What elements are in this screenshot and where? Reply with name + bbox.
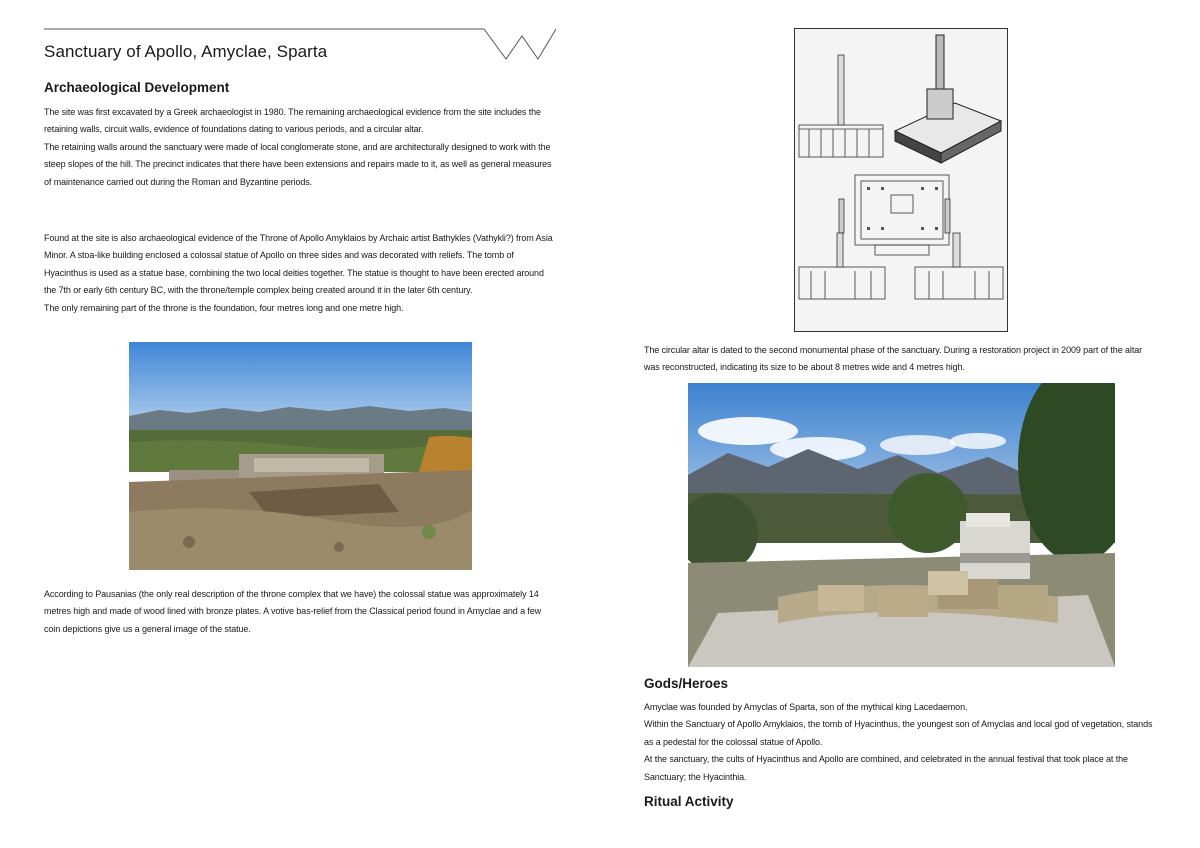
text-block-throne [44,230,556,317]
text-block-archaeology [44,104,556,191]
paragraph: The retaining walls around the sanctuary were made of local conglomerate stone, and are architecturally designed to work with the steep slopes of the hill. The precinct indicates that there have been extensions and repairs made to it, as well as general measures of maintenance carried out during the Roman and Byzantine periods. [44,141,552,187]
heading-ritual-activity: Ritual Activity [644,794,734,809]
document-title: Sanctuary of Apollo, Amyclae, Sparta [44,42,328,61]
paragraph: Amyclae was founded by Amyclas of Sparta, son of the mythical king Lacedaemon. [644,702,968,712]
paragraph: At the sanctuary, the cults of Hyacinthus and Apollo are combined, and celebrated in the annual festival that took place at the Sanctuary; the Hyacinthia. [644,754,1128,782]
architectural-plan-drawing [794,28,1008,332]
heading-gods-heroes: Gods/Heroes [644,676,729,691]
excavation-site-photo [129,342,472,570]
circular-altar-photo [688,383,1115,667]
paragraph: The site was first excavated by a Greek archaeologist in 1980. The remaining archaeological evidence from the site includes the retaining walls, circuit walls, evidence of foundations dating to various periods, and a circular altar. [44,107,541,135]
paragraph: Found at the site is also archaeological evidence of the Throne of Apollo Amyklaios by Archaic artist Bathykles (Vathykli?) from Asia Minor. A stoa-like building enclosed a colossal statue of Apollo on three sides and was decorated with reliefs. The tomb of Hyacinthus is used as a statue base, combining the two local deities together. The statue is thought to have been erected around the 7th or early 6th century BC, with the throne/temple complex being created around it in the later 6th century. [44,233,553,296]
paragraph: The circular altar is dated to the second monumental phase of the sanctuary. During a restoration project in 2009 part of the altar was reconstructed, indicating its size to be about 8 metres wide and 4 metres high. [644,345,1143,373]
heading-archaeological-development: Archaeological Development [44,80,230,95]
right-page [600,0,1200,848]
paragraph: According to Pausanias (the only real description of the throne complex that we have) the colossal statue was approximately 14 metres high and made of wood lined with bronze plates. A votive bas-relief from the Classical period found in Amyclae and a few coin depictions give us a general image of the statue. [44,589,542,634]
paragraph: Within the Sanctuary of Apollo Amyklaios, the tomb of Hyacinthus, the youngest son of Amyclas and local god of vegetation, stands as a pedestal for the colossal statue of Apollo. [644,719,1153,747]
text-block-pausanias [44,586,556,638]
text-block-altar [644,342,1156,377]
text-block-gods [644,699,1156,786]
paragraph: The only remaining part of the throne is the foundation, four metres long and one metre high. [44,302,404,313]
